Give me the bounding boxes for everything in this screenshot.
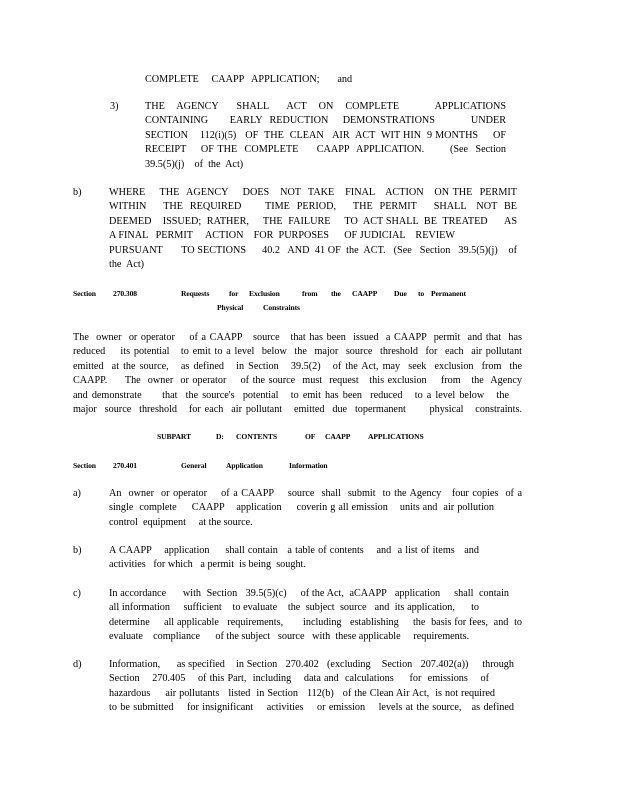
item-b-line: A FINAL PERMIT ACTION FOR PURPOSES OF JUDICIAL REVIEW [109,230,456,242]
section-308-paragraph [73,331,522,417]
item-b2-marker: b) [73,545,82,556]
subpart-word: SUBPART [157,432,191,441]
section-title-word: CAAPP [352,289,378,298]
item-line: activities for which a permit is being sought. [109,559,306,571]
section-title-word: Exclusion [249,289,280,298]
section-title-word: Permanent [431,289,466,298]
section-title-word: from [302,289,318,298]
subpart-word: CAAPP [325,432,351,441]
intro-line: COMPLETE CAAPP APPLICATION; and [145,74,353,85]
item-line: all information sufficient to evaluate the subject source and its application, to [109,602,479,614]
subpart-word: D: [216,432,224,441]
item-3-line: RECEIPT OF THE COMPLETE CAAPP APPLICATION. (See Section [145,144,506,156]
item-b2-text [109,544,479,573]
item-line: Section 270.405 of this Part, including data and calculations for emissions of [109,673,489,685]
item-d-text [109,658,514,716]
paragraph-line: major source threshold for each air pollutant emitted due topermanent physical constraints. [73,403,522,415]
section-401-heading [0,460,618,474]
item-c-marker: c) [73,588,81,599]
item-line: evaluate compliance of the subject source with these applicable requirements. [109,631,470,643]
section-label: Section [73,289,96,298]
item-line: A CAAPP application shall contain a table of contents and a list of items and [109,545,479,556]
section-title-word: Requests [181,289,210,298]
item-line: An owner or operator of a CAAPP source shall submit to the Agency four copies of a [109,488,522,499]
section-title-word: Due [394,289,407,298]
item-a-marker: a) [73,488,81,499]
section-title-word: Application [226,461,263,470]
item-3-marker: 3) [110,101,119,112]
item-line: In accordance with Section 39.5(5)(c) of the Act, aCAAPP application shall contain [109,588,509,599]
subpart-heading [0,431,618,445]
section-title-word: Information [289,461,328,470]
item-b-line: WHERE THE AGENCY DOES NOT TAKE FINAL ACTION ON THE PERMIT [109,187,517,198]
paragraph-line: emitted at the source, as defined in Section 39.5(2) of the Act, may seek exclusion from the [73,360,522,372]
paragraph-line: and demonstrate that the source's potential to emit has been reduced to a level below the [73,389,509,401]
item-b-text [109,186,517,272]
item-3-text [145,100,506,172]
item-3-line: SECTION 112(i)(5) OF THE CLEAN AIR ACT WIT HIN 9 MONTHS OF [145,129,506,141]
section-title-word: Constraints [263,303,300,312]
item-3-line: 39.5(5)(j) of the Act) [145,158,244,170]
item-d-marker: d) [73,659,82,670]
item-3-line: THE AGENCY SHALL ACT ON COMPLETE APPLICATIONS [145,101,506,112]
subpart-word: CONTENTS [236,432,277,441]
section-title-word: for [229,289,239,298]
item-line: to be submitted for insignificant activities or emission levels at the source, as defined [109,702,514,714]
item-b-line: DEEMED ISSUED; RATHER, THE FAILURE TO ACT SHALL BE TREATED AS [109,215,517,227]
item-line: determine all applicable requirements, including establishing the basis for fees, and to [109,616,522,628]
section-number: 270.401 [113,461,137,470]
item-line: control equipment at the source. [109,516,253,528]
section-label: Section [73,461,96,470]
section-title-word: General [181,461,207,470]
item-line: hazardous air pollutants listed in Section 112(b) of the Clean Air Act, is not required [109,687,495,699]
paragraph-line: The owner or operator of a CAAPP source that has been issued a CAAPP permit and that has [73,332,522,343]
item-b-marker: b) [73,187,82,198]
paragraph-line: CAAPP. The owner or operator of the source must request this exclusion from the Agency [73,375,522,387]
item-b-line: PURSUANT TO SECTIONS 40.2 AND 41 OF the ACT. (See Section 39.5(5)(j) of [109,244,517,256]
item-b-line: WITHIN THE REQUIRED TIME PERIOD, THE PERMIT SHALL NOT BE [109,201,517,213]
section-308-heading [0,288,618,316]
item-c-text [109,587,522,645]
subpart-word: OF [305,432,316,441]
subpart-word: APPLICATIONS [368,432,424,441]
item-b-line: the Act) [109,258,145,270]
item-3-line: CONTAINING EARLY REDUCTION DEMONSTRATIONS UNDER [145,115,506,127]
item-line: single complete CAAPP application coverin g all emission units and air pollution [109,502,494,514]
section-title-word: the [331,289,341,298]
section-number: 270.308 [113,289,137,298]
paragraph-line: reduced its potential to emit to a level below the major source threshold for each air pollutant [73,346,522,358]
item-line: Information, as specified in Section 270.402 (excluding Section 207.402(a)) through [109,659,514,670]
item-a-text [109,487,522,530]
section-title-word: Physical [217,303,244,312]
section-title-word: to [418,289,425,298]
